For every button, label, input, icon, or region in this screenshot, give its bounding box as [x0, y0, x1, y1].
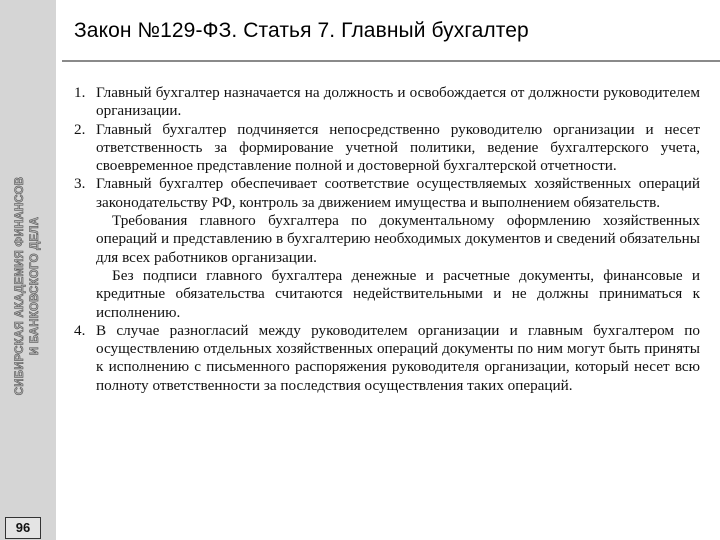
title-divider [62, 60, 720, 62]
page-title: Закон №129-ФЗ. Статья 7. Главный бухгалтер [74, 19, 529, 42]
list-item [68, 84, 700, 121]
item-text: Главный бухгалтер подчиняется непосредственно руководителю организации и несет ответственность за формирование учетной политики, ведение бухгалтерского учета, своевременное представление полной и достоверной бухгалтерской отчетности. [96, 120, 700, 175]
item-number: 1. [74, 84, 86, 101]
item-text: Главный бухгалтер назначается на должность и освобождается от должности руководителем организации. [96, 84, 700, 120]
item-number: 4. [74, 321, 86, 339]
item-number: 2. [74, 120, 86, 138]
academy-name [13, 177, 43, 395]
list-item [68, 121, 700, 176]
item-text: Главный бухгалтер обеспечивает соответствие осуществляемых хозяйственных операций законодательству РФ, контроль за движением имущества и выполнением обязательств. [96, 175, 700, 211]
list-item [68, 175, 700, 212]
article-content [68, 84, 700, 395]
page-number: 96 [5, 517, 41, 539]
sidebar [0, 0, 56, 540]
item-text: В случае разногласий между руководителем организации и главным бухгалтером по осуществлению отдельных хозяйственных операций документы по ним могут быть приняты к исполнению с письменного распоряжения руководителя организации, который несет всю полноту ответственности за последствия осуществления таких операций. [96, 321, 700, 394]
paragraph-requirements: Требования главного бухгалтера по документальному оформлению хозяйственных операций и представлению в бухгалтерию необходимых документов и сведений обязательны для всех работников организации. [96, 212, 700, 266]
item-number: 3. [74, 175, 86, 193]
list-item [68, 322, 700, 395]
academy-name-line1: СИБИРСКАЯ АКАДЕМИЯ ФИНАНСОВ [14, 176, 26, 396]
paragraph-signature: Без подписи главного бухгалтера денежные и расчетные документы, финансовые и кредитные обязательства считаются недействительными и не должны приниматься к исполнению. [96, 266, 700, 321]
academy-name-line2: И БАНКОВСКОГО ДЕЛА [29, 216, 41, 356]
